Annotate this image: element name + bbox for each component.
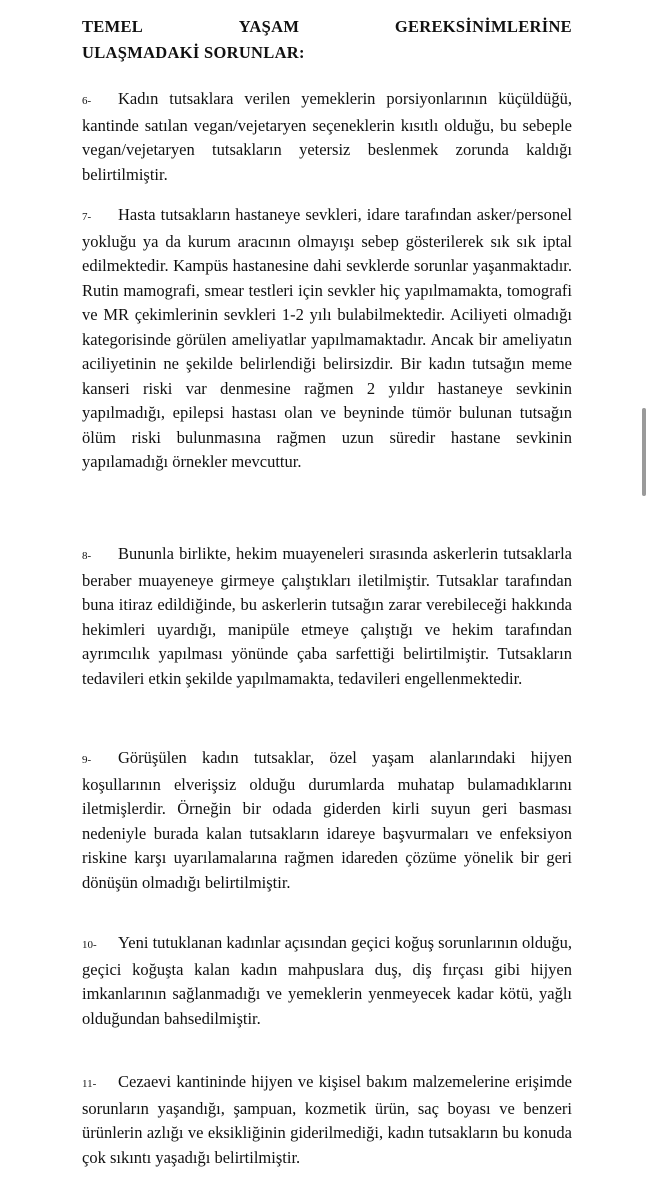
item-number: 9- xyxy=(82,754,92,766)
item-text: Yeni tutuklanan kadınlar açısından geçici koğuş sorunlarının olduğu, geçici koğuşta kalan kadın mahpuslara duş, diş fırçası gibi hijyen imkanlarının sağlanmadığı ve yemeklerin yenmeyecek kadar kötü, yağlı olduğundan bahsedilmiştir. xyxy=(82,933,572,1028)
list-item-6 xyxy=(82,87,572,187)
item-text: Hasta tutsakların hastaneye sevkleri, idare tarafından asker/personel yokluğu ya da kurum aracının olmayışı sebep gösterilerek sık sık iptal edilmektedir. Kampüs hastanesine dahi sevklerde sorunlar yaşanmaktadır. Rutin mamografi, smear testleri için sevkler hiç yapılmamakta, tomografi ve MR çekimlerinin sevkleri 1-2 yılı bulabilmektedir. Aciliyeti olmadığı kategorisinde görülen ameliyatlar yapılmamaktadır. Ancak bir ameliyatın aciliyetinin ne şekilde belirlendiği belirsizdir. Bir kadın tutsağın meme kanseri riski var denmesine rağmen 2 yıldır hastaneye sevkinin yapılmadığı, epilepsi hastası olan ve beyninde tümör bulunan tutsağın ölüm riski bulunmasına rağmen uzun süredir hastane sevkinin yapılamadığı örnekler mevcuttur. xyxy=(82,205,572,471)
item-text: Kadın tutsaklara verilen yemeklerin porsiyonlarının küçüldüğü, kantinde satılan vegan/vejetaryen seçeneklerin kısıtlı olduğu, bu sebeple vegan/vejetaryen tutsakların yetersiz beslenmek zorunda kaldığı belirtilmiştir. xyxy=(82,89,572,184)
list-item-10 xyxy=(82,931,572,1031)
list-item-7 xyxy=(82,203,572,475)
item-number: 7- xyxy=(82,211,92,223)
item-number: 8- xyxy=(82,550,92,562)
section-heading xyxy=(82,14,572,66)
list-item-11 xyxy=(82,1070,572,1170)
item-number: 6- xyxy=(82,95,92,107)
scrollbar-thumb[interactable] xyxy=(642,408,646,496)
item-number: 10- xyxy=(82,939,97,951)
item-text: Cezaevi kantininde hijyen ve kişisel bakım malzemelerine erişimde sorunların yaşandığı, şampuan, kozmetik ürün, saç boyası ve benzeri ürünlerin azlığı ve eksikliğinin giderilmediği, kadın tutsakların bu konuda çok sıkıntı yaşadığı belirtilmiştir. xyxy=(82,1072,572,1167)
heading-line-1 xyxy=(82,14,572,40)
item-number: 11- xyxy=(82,1078,97,1090)
heading-line-2: ULAŞMADAKİ SORUNLAR: xyxy=(82,43,305,62)
heading-word: YAŞAM xyxy=(238,17,300,36)
item-text: Görüşülen kadın tutsaklar, özel yaşam alanlarındaki hijyen koşullarının elverişsiz olduğu durumlarda muhatap bulamadıklarını iletmişlerdir. Örneğin bir odada giderden kirli suyun geri basması nedeniyle burada kalan tutsakların idareye başvurmaları ve enfeksiyon riskine karşı uyarılamalarına rağmen idareden çözüme yönelik bir geri dönüşün olmadığı belirtilmiştir. xyxy=(82,748,572,892)
list-item-8 xyxy=(82,542,572,691)
item-text: Bununla birlikte, hekim muayeneleri sırasında askerlerin tutsaklarla beraber muayeneye girmeye çalıştıkları iletilmiştir. Tutsaklar tarafından buna itiraz edildiğinde, bu askerlerin tutsağın zarar verebileceği hakkında hekimleri uyardığı, manipüle etmeye çalıştığı ve hekim tarafından ayrımcılık yapılması yönünde çaba sarfettiği belirtilmiştir. Tutsakların tedavileri etkin şekilde yapılmamakta, tedavileri engellenmektedir. xyxy=(82,544,572,688)
heading-word: GEREKSİNİMLERİNE xyxy=(394,17,572,36)
heading-word: TEMEL xyxy=(82,17,144,36)
list-item-9 xyxy=(82,746,572,895)
